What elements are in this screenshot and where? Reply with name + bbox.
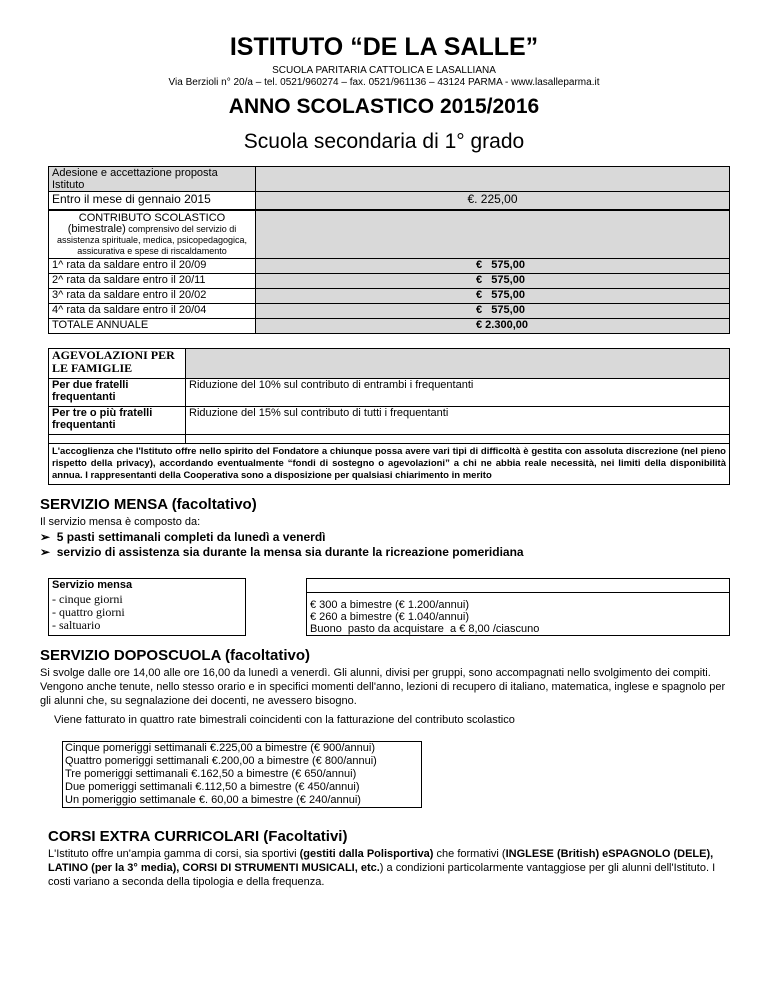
mensa-price: Buono pasto da acquistare a € 8,00 /ciascuno [310, 623, 540, 635]
corsi-title: CORSI EXTRA CURRICOLARI (Facoltativi) [48, 828, 348, 845]
due-fratelli-label: Per due fratelli frequentanti [49, 379, 186, 407]
mensa-price-head-empty [307, 579, 730, 593]
mensa-prices [307, 593, 730, 636]
contributo-head3: comprensivo del servizio di assistenza spirituale, medica, psicopedagogica, assicurativa e spese di riscaldamento [56, 224, 248, 256]
spacer-cell-a [49, 435, 186, 444]
rata-1-label: 1^ rata da saldare entro il 20/09 [49, 259, 256, 274]
mensa-options [49, 593, 246, 636]
contributo-head1: CONTRIBUTO SCOLASTICO [78, 212, 226, 224]
doposcuola-rate: Due pomeriggi settimanali €.112,50 a bimestre (€ 450/annui) [65, 781, 360, 793]
doposcuola-rate: Un pomeriggio settimanale €. 60,00 a bimestre (€ 240/annui) [65, 794, 361, 806]
rata-2-value: € 575,00 [256, 274, 730, 289]
mensa-option: - quattro giorni [52, 604, 125, 619]
agevolazioni-table [48, 348, 730, 485]
tre-fratelli-label: Per tre o più fratelli frequentanti [49, 407, 186, 435]
doposcuola-text: Si svolge dalle ore 14,00 alle ore 16,00 da lunedì a venerdì. Gli alunni, divisi per gruppi, sono accompagnati nello svolgimento dei compiti. Vengono anche tenute, nello stesso orario e in specifici momenti dell'anno, lezioni di recupero di italiano, matematica, inglese e spagnolo per gli alunni che, su segnalazione dei docenti, ne avessero bisogno. [40, 667, 726, 707]
rata-2-label: 2^ rata da saldare entro il 20/11 [49, 274, 256, 289]
mensa-gap [246, 593, 307, 636]
mensa-intro: Il servizio mensa è composto da: [40, 516, 201, 528]
corsi-text: L'Istituto offre un'ampia gamma di corsi, sia sportivi (gestiti dalla Polisportiva) che formativi (INGLESE (British) eSPAGNOLO (DELE), LATINO (per la 3° media), CORSI DI STRUMENTI MUSICALI, etc.) a condizioni particolarmente vantaggiose per gli alunni dell'Istituto. I costi variano a seconda della tipologia e della frequenza. [48, 848, 716, 888]
doposcuola-rates [62, 741, 422, 808]
contributo-table [48, 210, 730, 334]
contributo-head-empty [256, 211, 730, 259]
adesione-table [48, 166, 730, 210]
rata-4-value: € 575,00 [256, 304, 730, 319]
rata-3-value: € 575,00 [256, 289, 730, 304]
rata-3-label: 3^ rata da saldare entro il 20/02 [49, 289, 256, 304]
mensa-option: - cinque giorni [52, 591, 123, 606]
spacer-cell-b [186, 435, 730, 444]
agevolazioni-title: AGEVOLAZIONI PER LE FAMIGLIE [49, 349, 186, 379]
totale-value: € 2.300,00 [256, 319, 730, 334]
mensa-price: € 300 a bimestre (€ 1.200/annui) [310, 599, 469, 611]
adesione-label: Adesione e accettazione proposta Istituto [49, 167, 256, 192]
institute-subtitle: SCUOLA PARITARIA CATTOLICA E LASALLIANA [272, 65, 496, 76]
mensa-bullet: ➢ servizio di assistenza sia durante la mensa sia durante la ricreazione pomeridiana [40, 545, 524, 559]
school-level: Scuola secondaria di 1° grado [243, 130, 525, 153]
contributo-head2: (bimestrale) [67, 223, 126, 235]
contributo-header [49, 211, 256, 259]
institute-address: Via Berzioli n° 20/a – tel. 0521/960274 – fax. 0521/961136 – 43124 PARMA - www.lasalleparma.it [168, 77, 600, 88]
institute-title: ISTITUTO “DE LA SALLE” [229, 33, 539, 61]
adesione-empty [256, 167, 730, 192]
mensa-gap [246, 579, 307, 593]
arrow-bullet-icon: ➢ [40, 545, 51, 559]
mensa-price: € 260 a bimestre (€ 1.040/annui) [310, 611, 469, 623]
mensa-bullet: ➢ 5 pasti settimanali completi da lunedì a venerdì [40, 530, 326, 544]
doposcuola-title: SERVIZIO DOPOSCUOLA (facoltativo) [40, 647, 311, 664]
adesione-row-label: Entro il mese di gennaio 2015 [49, 192, 256, 210]
doposcuola-rate: Quattro pomeriggi settimanali €.200,00 a bimestre (€ 800/annui) [65, 755, 377, 767]
doposcuola-rate: Cinque pomeriggi settimanali €.225,00 a bimestre (€ 900/annui) [65, 742, 376, 754]
adesione-row-value: €. 225,00 [256, 192, 730, 210]
arrow-bullet-icon: ➢ [40, 530, 51, 544]
mensa-option: - saltuario [52, 617, 101, 632]
totale-label: TOTALE ANNUALE [49, 319, 256, 334]
agevolazioni-head-empty [186, 349, 730, 379]
rata-4-label: 4^ rata da saldare entro il 20/04 [49, 304, 256, 319]
doposcuola-note: Viene fatturato in quattro rate bimestrali coincidenti con la fatturazione del contributo scolastico [54, 714, 515, 726]
school-year: ANNO SCOLASTICO 2015/2016 [228, 95, 540, 118]
rata-1-value: € 575,00 [256, 259, 730, 274]
due-fratelli-text: Riduzione del 10% sul contributo di entrambi i frequentanti [186, 379, 730, 407]
mensa-table-head: Servizio mensa [49, 579, 246, 593]
mensa-title: SERVIZIO MENSA (facoltativo) [40, 496, 257, 513]
doposcuola-rate: Tre pomeriggi settimanali €.162,50 a bimestre (€ 650/annui) [65, 768, 357, 780]
mensa-bullets [40, 530, 524, 560]
agevolazioni-note: L'accoglienza che l'Istituto offre nello spirito del Fondatore a chiunque possa avere vari tipi di difficoltà è gestita con assoluta discrezione (nel pieno rispetto della privacy), accordando eventualmente “fondi di sostegno o agevolazioni” a chi ne abbia reale necessità, nei limiti della disponibilità annua. I rappresentanti della Cooperativa sono a disposizione per qualsiasi chiarimento in merito [49, 444, 730, 485]
tre-fratelli-text: Riduzione del 15% sul contributo di tutti i frequentanti [186, 407, 730, 435]
mensa-table [48, 578, 730, 636]
